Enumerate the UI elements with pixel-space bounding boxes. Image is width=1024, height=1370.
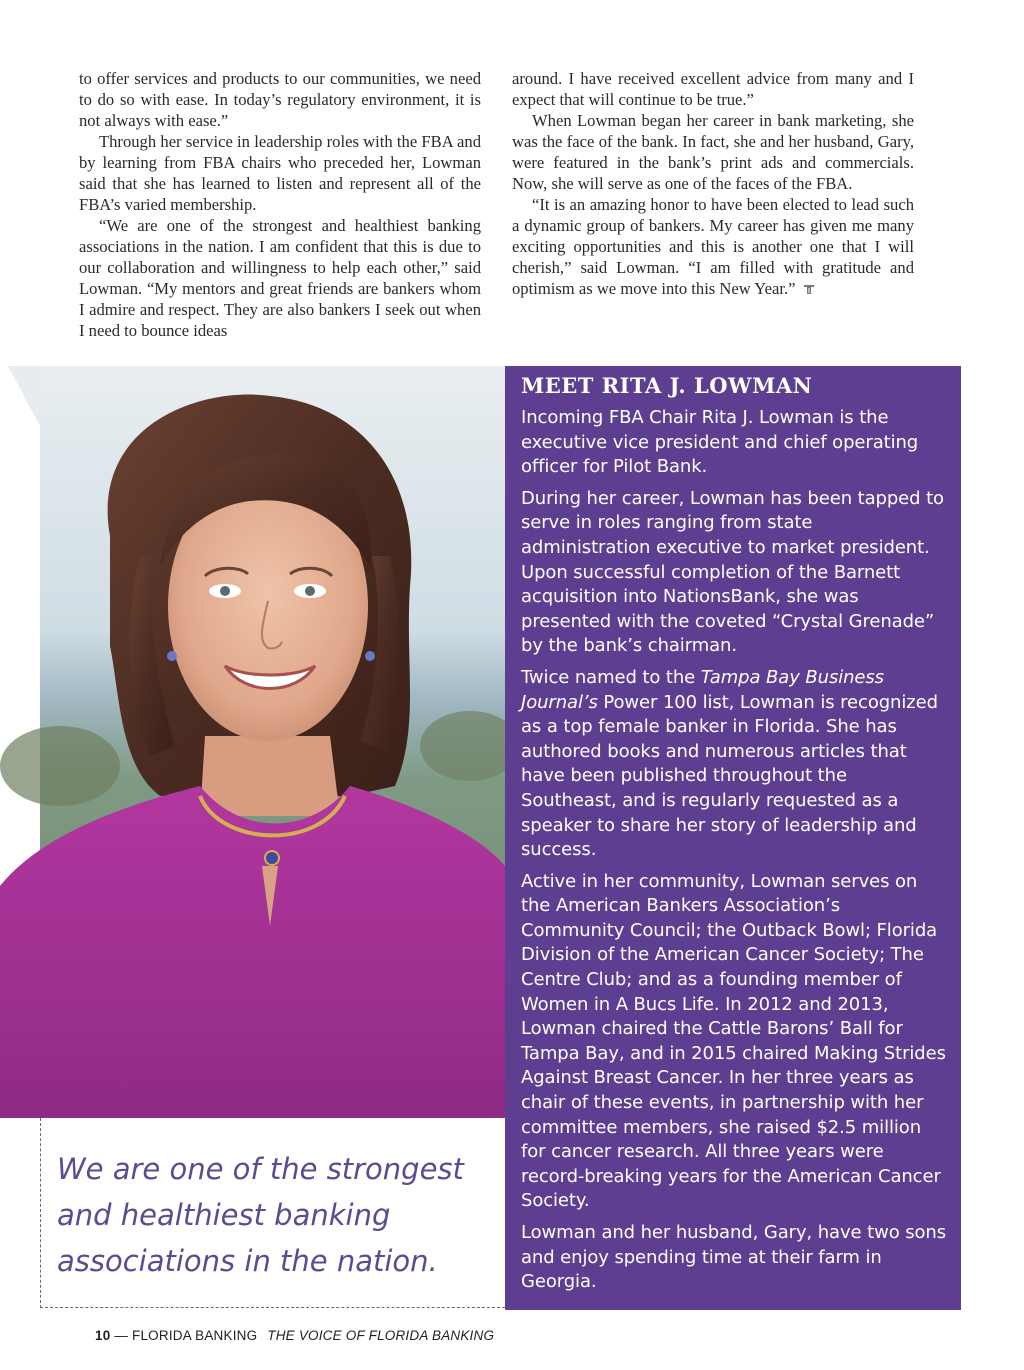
article-paragraph: Through her service in leadership roles with the FBA and by learning from FBA chairs who preceded her, Lowman said that she has learned to listen and represent all of the FBA’s varied membership.: [79, 132, 481, 214]
bio-paragraph: Lowman and her husband, Gary, have two sons and enjoy spending time at their farm in Georgia.: [521, 1222, 947, 1293]
article-paragraph: “We are one of the strongest and healthiest banking associations in the nation. I am confident that this is due to our collaboration and willingness to help each other,” said Lowman. “My mentors and great friends are bankers whom I admire and respect. They are also bankers I seek out when I need to bounce ideas: [79, 216, 481, 340]
article-paragraph-text: “It is an amazing honor to have been elected to lead such a dynamic group of bankers. My career has given me many exciting opportunities and this is another one that I will cherish,” said Lowman. “I am filled with gratitude and optimism as we move into this New Year.”: [512, 195, 914, 298]
page-number: 10: [95, 1328, 111, 1343]
portrait-photo: [0, 366, 505, 1118]
page-footer: [95, 1328, 494, 1343]
article-column-left: [79, 68, 481, 341]
publication-tagline: THE VOICE OF FLORIDA BANKING: [267, 1328, 495, 1343]
bio-paragraph: Active in her community, Lowman serves on the American Bankers Association’s Community Council; the Outback Bowl; Florida Division of the American Cancer Society; The Centre Club; and as a founding member of Women in A Bucs Life. In 2012 and 2013, Lowman chaired the Cattle Barons’ Ball for Tampa Bay, and in 2015 chaired Making Strides Against Breast Cancer. In her three years as chair of these events, in partnership with her committee members, she raised $2.5 million for cancer research. All three years were record-breaking years for the American Cancer Society.: [521, 870, 946, 1212]
article-paragraph-last: [512, 194, 914, 299]
sidebar-title: MEET RITA J. LOWMAN: [521, 373, 813, 398]
pull-quote-box: [40, 1118, 505, 1308]
bio-paragraph: During her career, Lowman has been tapped to serve in roles ranging from state administration executive to market president. Upon successful completion of the Barnett acquisition into NationsBank, she was presented with the coveted “Crystal Grenade” by the bank’s chairman.: [521, 487, 944, 657]
pull-quote: We are one of the strongest and healthiest banking associations in the nation.: [57, 1152, 464, 1278]
article-paragraph: around. I have received excellent advice from many and I expect that will continue to be true.”: [512, 69, 914, 109]
article-paragraph: to offer services and products to our communities, we need to do so with ease. In today’s regulatory environment, it is not always with ease.”: [79, 69, 481, 130]
article-column-right: [512, 68, 914, 299]
article-paragraph: When Lowman began her career in bank marketing, she was the face of the bank. In fact, she and her husband, Gary, were featured in the bank’s print ads and commercials. Now, she will serve as one of the faces of the FBA.: [512, 111, 914, 193]
bio-text: Twice named to the: [521, 666, 701, 688]
bio-paragraph: [521, 666, 947, 863]
bio-text: Power 100 list, Lowman is recognized as a top female banker in Florida. She has authored books and numerous articles that have been published throughout the Southeast, and is regularly requested as a speaker to share her story of leadership and success.: [521, 691, 938, 861]
footer-separator: —: [114, 1328, 129, 1343]
publication-name: Tampa Bay Business Journal’s: [521, 666, 884, 713]
bio-paragraph: Incoming FBA Chair Rita J. Lowman is the executive vice president and chief operating officer for Pilot Bank.: [521, 407, 919, 478]
bio-sidebar: [505, 366, 961, 1310]
fba-logo-icon: [803, 283, 815, 295]
publication-title: FLORIDA BANKING: [132, 1328, 258, 1343]
